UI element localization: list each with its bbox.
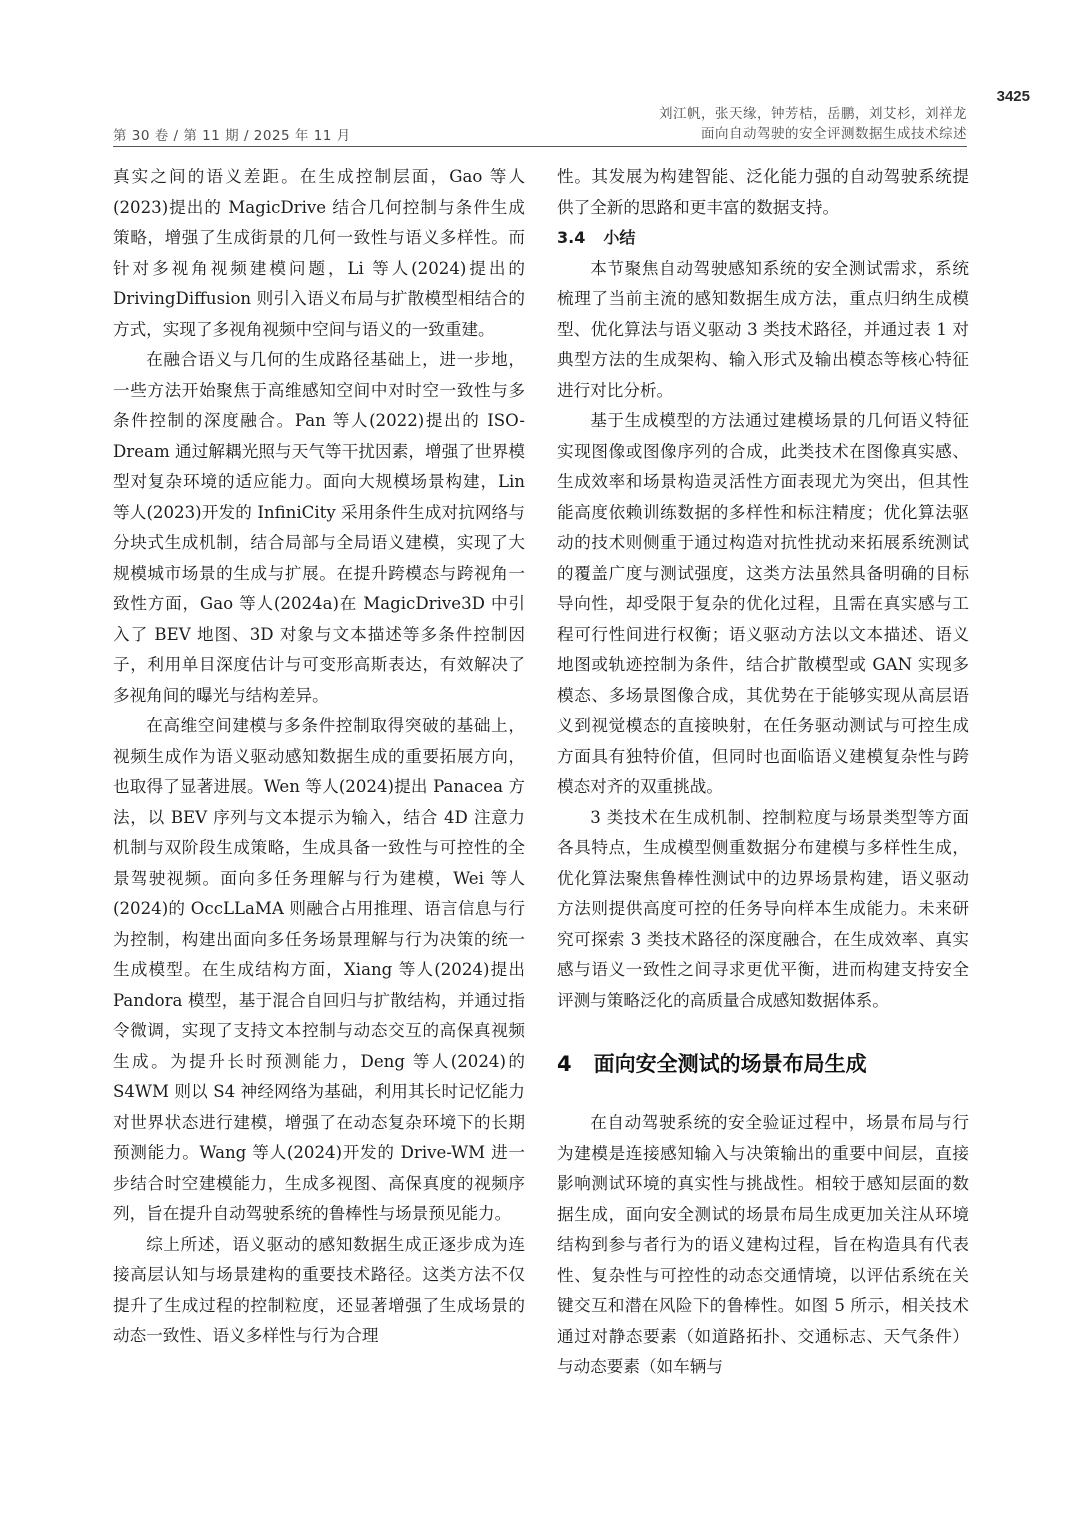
header-rule xyxy=(113,146,967,147)
running-header xyxy=(659,104,967,144)
paragraph: 真实之间的语义差距。在生成控制层面，Gao 等人(2023)提出的 MagicDrive 结合几何控制与条件生成策略，增强了生成街景的几何一致性与语义多样性。而针对多视角视频建模问题，Li 等人(2024)提出的 DrivingDiffusion 则引入语义布局与扩散模型相结合的方式，实现了多视角视频中空间与语义的一致重建。 xyxy=(113,167,525,339)
paragraph: 3 类技术在生成机制、控制粒度与场景类型等方面各具特点，生成模型侧重数据分布建模与多样性生成，优化算法聚焦鲁棒性测试中的边界场景构建，语义驱动方法则提供高度可控的任务导向样本生成能力。未来研究可探索 3 类技术路径的深度融合，在生成效率、真实感与语义一致性之间寻求更优平衡，进而构建支持安全评测与策略泛化的高质量合成感知数据体系。 xyxy=(557,807,969,1010)
subsection-heading xyxy=(557,223,969,254)
subsection-title: 小结 xyxy=(603,228,636,247)
paragraph: 基于生成模型的方法通过建模场景的几何语义特征实现图像或图像序列的合成，此类技术在图像真实感、生成效率和场景构造灵活性方面表现尤为突出，但其性能高度依赖训练数据的多样性和标注精度；优化算法驱动的技术则侧重于通过构造对抗性扰动来拓展系统测试的覆盖广度与测试强度，这类方法虽然具备明确的目标导向性，却受限于复杂的优化过程，且需在真实感与工程可行性间进行权衡；语义驱动方法以文本描述、语义地图或轨迹控制为条件，结合扩散模型或 GAN 实现多模态、多场景图像合成，其优势在于能够实现从高层语义到视觉模态的直接映射，在任务驱动测试与可控生成方面具有独特价值，但同时也面临语义建模复杂性与跨模态对齐的双重挑战。 xyxy=(557,411,969,796)
section-heading xyxy=(557,1046,969,1082)
page-number: 3425 xyxy=(996,88,1030,105)
subsection-number: 3.4 xyxy=(557,228,586,247)
section-title: 面向安全测试的场景布局生成 xyxy=(593,1052,867,1076)
article-title: 面向自动驾驶的安全评测数据生成技术综述 xyxy=(701,126,967,142)
paragraph: 在融合语义与几何的生成路径基础上，进一步地，一些方法开始聚焦于高维感知空间中对时空一致性与多条件控制的深度融合。Pan 等人(2022)提出的 ISO-Dream 通过解耦光照与天气等干扰因素，增强了世界模型对复杂环境的适应能力。面向大规模场景构建，Lin 等人(2023)开发的 InfiniCity 采用条件生成对抗网络与分块式生成机制，结合局部与全局语义建模，实现了大规模城市场景的生成与扩展。在提升跨模态与跨视角一致性方面，Gao 等人(2024a)在 MagicDrive3D 中引入了 BEV 地图、3D 对象与文本描述等多条件控制因子，利用单目深度估计与可变形高斯表达，有效解决了多视角间的曝光与结构差异。 xyxy=(113,350,525,705)
paragraph: 本节聚焦自动驾驶感知系统的安全测试需求，系统梳理了当前主流的感知数据生成方法，重点归纳生成模型、优化算法与语义驱动 3 类技术路径，并通过表 1 对典型方法的生成架构、输入形式及输出模态等核心特征进行对比分析。 xyxy=(557,258,969,400)
journal-issue: 第 30 卷 / 第 11 期 / 2025 年 11 月 xyxy=(113,128,351,144)
paragraph: 在自动驾驶系统的安全验证过程中，场景布局与行为建模是连接感知输入与决策输出的重要中间层，直接影响测试环境的真实性与挑战性。相较于感知层面的数据生成，面向安全测试的场景布局生成更加关注从环境结构到参与者行为的语义建构过程，旨在构造具有代表性、复杂性与可控性的动态交通情境，以评估系统在关键交互和潜在风险下的鲁棒性。如图 5 所示，相关技术通过对静态要素（如道路拓扑、交通标志、天气条件）与动态要素（如车辆与 xyxy=(557,1113,969,1376)
paragraph: 性。其发展为构建智能、泛化能力强的自动驾驶系统提供了全新的思路和更丰富的数据支持。 xyxy=(557,167,969,217)
authors: 刘江帆，张天缘，钟芳桔，岳鹏，刘艾杉，刘祥龙 xyxy=(659,106,967,122)
right-column xyxy=(557,162,969,1383)
paragraph: 综上所述，语义驱动的感知数据生成正逐步成为连接高层认知与场景建构的重要技术路径。这类方法不仅提升了生成过程的控制粒度，还显著增强了生成场景的动态一致性、语义多样性与行为合理 xyxy=(113,1234,525,1345)
paragraph: 在高维空间建模与多条件控制取得突破的基础上，视频生成作为语义驱动感知数据生成的重要拓展方向，也取得了显著进展。Wen 等人(2024)提出 Panacea 方法，以 BEV 序列与文本提示为输入，结合 4D 注意力机制与双阶段生成策略，生成具备一致性与可控性的全景驾驶视频。面向多任务理解与行为建模，Wei 等人(2024)的 OccLLaMA 则融合占用推理、语言信息与行为控制，构建出面向多任务场景理解与行为决策的统一生成模型。在生成结构方面，Xiang 等人(2024)提出 Pandora 模型，基于混合自回归与扩散结构，并通过指令微调，实现了支持文本控制与动态交互的高保真视频生成。为提升长时预测能力，Deng 等人(2024)的 S4WM 则以 S4 神经网络为基础，利用其长时记忆能力对世界状态进行建模，增强了在动态复杂环境下的长期预测能力。Wang 等人(2024)开发的 Drive-WM 进一步结合时空建模能力，生成多视图、高保真度的视频序列，旨在提升自动驾驶系统的鲁棒性与场景预见能力。 xyxy=(113,716,525,1223)
section-number: 4 xyxy=(557,1052,572,1076)
left-column xyxy=(113,162,525,1352)
